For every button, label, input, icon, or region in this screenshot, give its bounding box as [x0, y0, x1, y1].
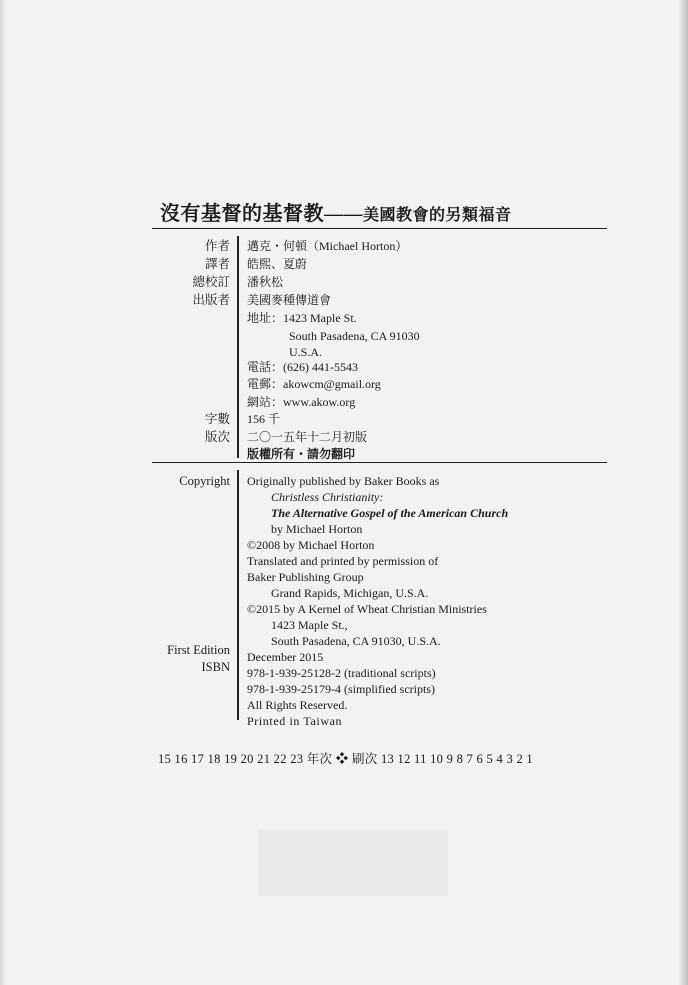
copyright-line-7: Baker Publishing Group [247, 570, 364, 584]
title-dash: —— [324, 204, 363, 225]
isbn-label: ISBN [201, 660, 230, 674]
first-edition-label: First Edition [167, 643, 230, 657]
edition-value: 二〇一五年十二月初版 [247, 430, 368, 444]
address-line-2: South Pasadena, CA 91030 [289, 329, 420, 343]
isbn-simplified: 978-1-939-25179-4 (simplified scripts) [247, 682, 435, 696]
first-edition-value: December 2015 [247, 650, 324, 664]
publisher-value: 美國麥種傳道會 [247, 293, 332, 307]
copyright-line-10: 1423 Maple St., [271, 618, 348, 632]
book-title [160, 197, 512, 226]
page-edge-right [678, 0, 688, 985]
email: 電郵：akowcm@gmail.org [247, 377, 381, 391]
copyright-line-8: Grand Rapids, Michigan, U.S.A. [271, 586, 429, 600]
top-rule [152, 228, 607, 229]
copyright-line-4: by Michael Horton [271, 522, 363, 536]
copyright-line-3: The Alternative Gospel of the American Church [271, 506, 509, 520]
wordcount-label: 字數 [204, 412, 230, 426]
isbn-traditional: 978-1-939-25128-2 (traditional scripts) [247, 666, 436, 680]
title-main: 沒有基督的基督教 [160, 203, 324, 225]
translator-label: 譯者 [204, 257, 230, 271]
editor-label: 總校訂 [192, 275, 230, 289]
copyright-divider [237, 470, 239, 720]
publisher-label: 出版者 [192, 293, 230, 307]
faint-stamp-mark [258, 830, 448, 896]
all-rights-reserved: All Rights Reserved. [247, 698, 348, 712]
wordcount-value: 156 千 [247, 412, 281, 426]
author-label: 作者 [204, 239, 230, 253]
page-edge-left [0, 0, 6, 985]
address-line-1: 地址：1423 Maple St. [247, 311, 357, 325]
translator-value: 皓熙、夏蔚 [247, 257, 308, 271]
copyright-line-6: Translated and printed by permission of [247, 554, 439, 568]
printed-in: Printed in Taiwan [247, 714, 343, 728]
info-divider [237, 236, 239, 458]
copyright-line-2: Christless Christianity: [271, 490, 384, 504]
editor-value: 潘秋松 [247, 275, 284, 289]
middle-rule [152, 462, 607, 463]
address-line-3: U.S.A. [289, 345, 323, 359]
author-value: 邁克・何頓（Michael Horton） [247, 239, 408, 253]
website: 網站：www.akow.org [247, 395, 356, 409]
title-subtitle: 美國教會的另類福音 [363, 207, 512, 224]
rights-notice: 版權所有・請勿翻印 [247, 447, 356, 461]
copyright-line-5: ©2008 by Michael Horton [247, 538, 375, 552]
copyright-line-9: ©2015 by A Kernel of Wheat Christian Ministries [247, 602, 487, 616]
edition-label: 版次 [204, 430, 230, 444]
copyright-label: Copyright [179, 474, 230, 488]
copyright-line-11: South Pasadena, CA 91030, U.S.A. [271, 634, 441, 648]
printing-line: 15 16 17 18 19 20 21 22 23 年次 ❖ 刷次 13 12 11 10 9 8 7 6 5 4 3 2 1 [158, 752, 533, 766]
phone: 電話：(626) 441-5543 [247, 360, 358, 374]
copyright-line-1: Originally published by Baker Books as [247, 474, 440, 488]
